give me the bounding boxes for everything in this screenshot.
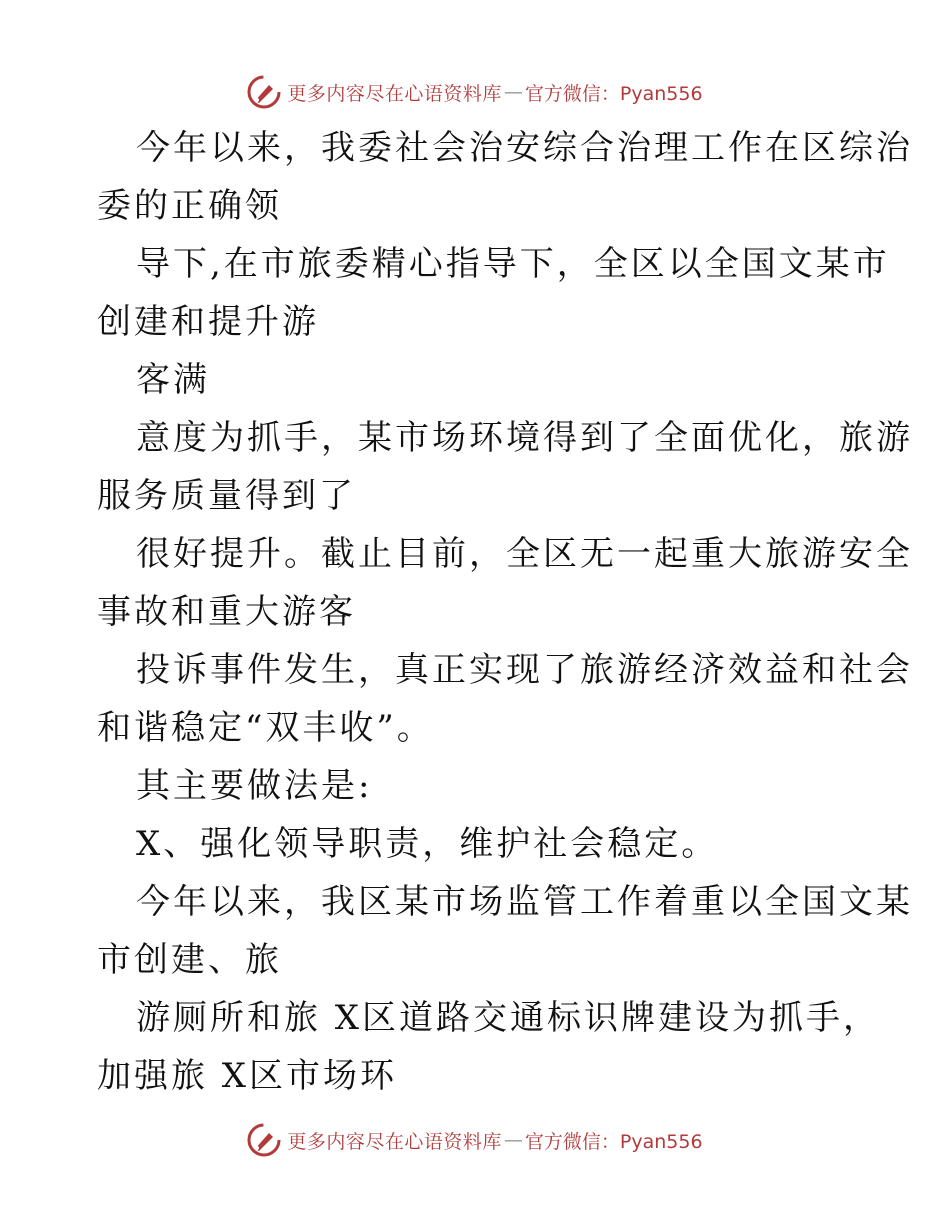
banner-wechat-text: 官方微信：Pyan556 [524, 82, 703, 105]
body-line: 加强旅 X区市场环 [97, 1056, 398, 1096]
body-line: 客满 [136, 360, 210, 400]
body-line: 导下,在市旅委精心指导下，全区以全国文某市 [136, 244, 890, 284]
body-line: 和谐稳定“双丰收”。 [97, 708, 434, 748]
body-line: 今年以来，我区某市场监管工作着重以全国文某 [136, 882, 913, 922]
banner-separator: — [503, 81, 523, 103]
pen-logo-icon [247, 75, 281, 109]
banner-site-text: 更多内容尽在心语资料库 [287, 82, 502, 105]
body-line: 投诉事件发生，真正实现了旅游经济效益和社会 [136, 650, 913, 690]
body-line: 游厕所和旅 X区道路交通标识牌建设为抓手， [136, 998, 881, 1038]
body-line: 意度为抓手，某市场环境得到了全面优化，旅游 [136, 418, 913, 458]
pen-logo-icon [247, 1123, 281, 1157]
body-line: 事故和重大游客 [97, 592, 356, 632]
banner-site-text: 更多内容尽在心语资料库 [287, 1130, 502, 1153]
body-line: 创建和提升游 [97, 302, 319, 342]
header-watermark-banner [0, 72, 950, 112]
body-line: 市创建、旅 [97, 940, 282, 980]
body-line: 服务质量得到了 [97, 476, 356, 516]
body-line: 其主要做法是: [136, 766, 373, 806]
footer-watermark-banner [0, 1120, 950, 1160]
body-line: 委的正确领 [97, 186, 282, 226]
body-line: 今年以来，我委社会治安综合治理工作在区综治 [136, 128, 913, 168]
banner-wechat-text: 官方微信：Pyan556 [524, 1130, 703, 1153]
banner-separator: — [503, 1129, 523, 1151]
body-line: 很好提升。截止目前，全区无一起重大旅游安全 [136, 534, 913, 574]
body-line: X、强化领导职责，维护社会稳定。 [136, 824, 719, 864]
